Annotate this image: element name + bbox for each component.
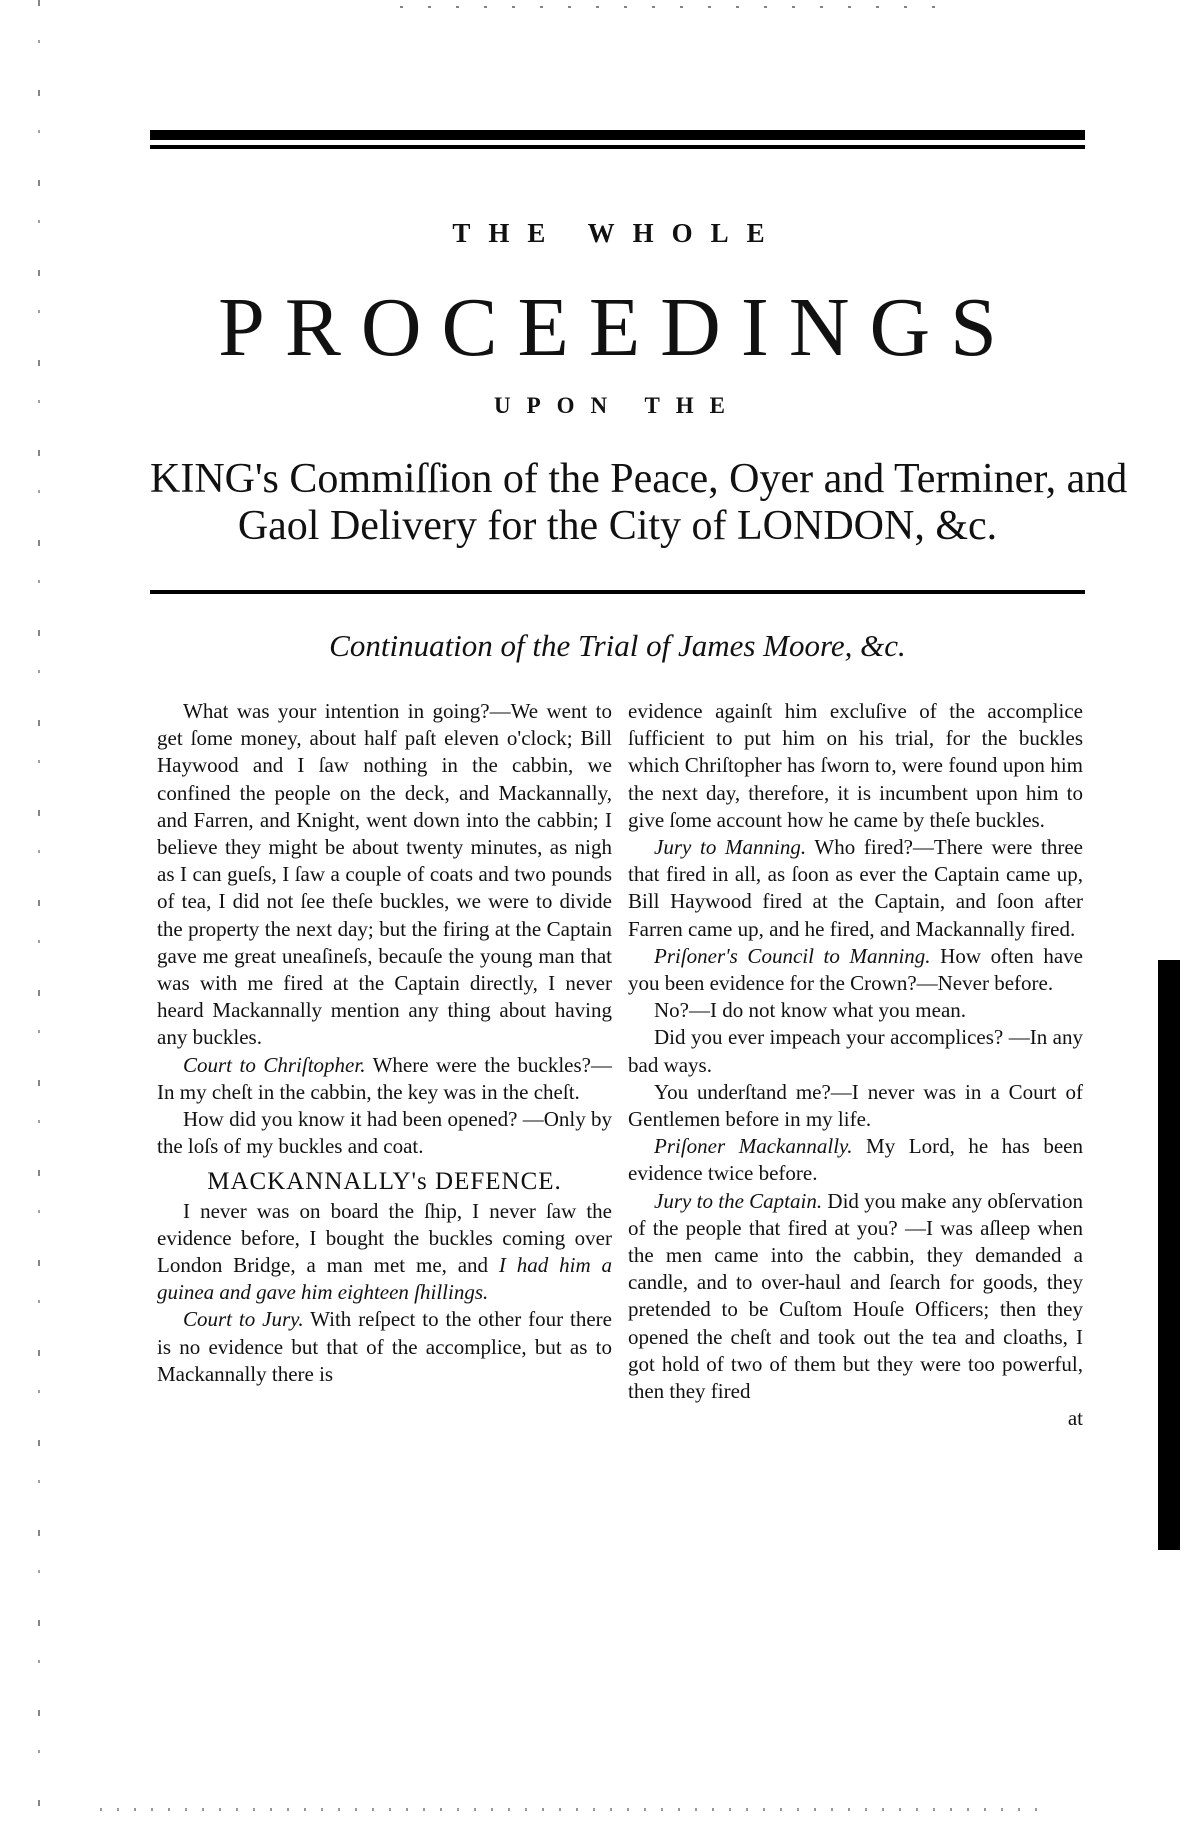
speaker-label: Jury to the Captain. (654, 1188, 823, 1213)
paragraph-text: With reſpect to the other four there is no evidence but that of the accomplice, but as to Mackannally there is (157, 1307, 612, 1386)
scan-artifact-left-edge (38, 0, 40, 1839)
paragraph-text: How often have you been evidence for the Crown?—Never before. (628, 943, 1084, 996)
text-column-right (628, 698, 1083, 1432)
scan-artifact-right-bar (1158, 960, 1180, 1550)
paragraph-text: My Lord, he has been evidence twice before. (628, 1134, 1083, 1186)
paragraph-text: Did you make any obſervation of the people that fired at you? —I was aſleep when the men came into the cabbin, they demanded a candle, and to over-haul and ſearch for goods, they pretended to be Cuſtom Houſe Officers; then they opened the cheſt and took out the tea and cloaths, I got hold of two of them but they were too powerful, then they fired (628, 1188, 1083, 1404)
scan-artifact-bottom (100, 1808, 1050, 1811)
paragraph-text: Where were the buckles?—In my cheſt in the cabbin, the key was in the cheſt. (157, 1052, 612, 1104)
paragraph: No?—I do not know what you mean. (654, 998, 967, 1023)
paragraph-text: Who fired?—There were three that fired in all, as ſoon as ever the Captain came up, Bill Haywood fired at the Captain, and ſoon after Farren came up, and he fired, and Mackannally fired. (628, 835, 1083, 941)
speaker-label: Priſoner Mackannally. (654, 1134, 853, 1159)
page-title: PROCEEDINGS (218, 281, 1017, 374)
paragraph: What was your intention in going?—We went to get ſome money, about half paſt eleven o'clock; Bill Haywood and I ſaw nothing in the cabbin, we confined the people on the deck, and Mackannally, and Farren, and Knight, went down into the cabbin; I believe they might be about twenty minutes, as nigh as I can gueſs, I ſaw a couple of coats and two pounds of tea, I did not ſee theſe buckles, we were to divide the property the next day; but the firing at the Captain gave me great uneaſineſs, becauſe the young man that was with me fired at the Captain directly, I never heard Mackannally mention any thing about having any buckles. (157, 699, 612, 1050)
paragraph (157, 1306, 612, 1388)
section-rule (150, 590, 1085, 594)
header-rule-thin (150, 145, 1085, 149)
speaker-label: Court to Jury. (183, 1307, 304, 1332)
paragraph (628, 1133, 1083, 1187)
section-heading: MACKANNALLY's DEFENCE. (207, 1168, 562, 1196)
scan-artifact-top (400, 6, 960, 8)
paragraph: You underſtand me?—I never was in a Court of Gentlemen before in my life. (628, 1079, 1083, 1132)
catchword: at (1067, 1406, 1083, 1431)
italic-text: I had him a guinea and gave him eighteen ſhillings. (157, 1253, 612, 1305)
paragraph: Did you ever impeach your accomplices? —In any bad ways. (628, 1025, 1083, 1077)
paragraph: How did you know it had been opened? —Only by the loſs of my buckles and coat. (157, 1107, 612, 1159)
speaker-label: Jury to Manning. (654, 835, 807, 860)
paragraph (628, 834, 1083, 943)
section-subtitle: Continuation of the Trial of James Moore, &c. (329, 628, 906, 663)
title-line-2: Gaol Delivery for the City of LONDON, &c. (237, 503, 998, 549)
paragraph-text: I never was on board the ſhip, I never ſaw the evidence before, I bought the buckles coming over London Bridge, a man met me, and (157, 1198, 612, 1278)
speaker-label: Priſoner's Council to Manning. (654, 943, 931, 968)
header-rule-thick (150, 130, 1085, 140)
title-small: THE WHOLE (452, 218, 783, 248)
paragraph: evidence againſt him excluſive of the accomplice ſufficient to put him on his trial, for the buckles which Chriſtopher has ſworn to, were found upon him the next day, therefore, it is incumbent upon him to give ſome account how he came by theſe buckles. (628, 699, 1083, 832)
paragraph (157, 1198, 612, 1307)
paragraph (157, 1052, 612, 1106)
paragraph (628, 1188, 1083, 1406)
speaker-label: Court to Chriſtopher. (183, 1052, 366, 1077)
title-upon: UPON THE (493, 393, 742, 418)
paragraph (628, 943, 1083, 997)
text-column-left (157, 698, 612, 1388)
title-line-1: KING's Commiſſion of the Peace, Oyer and Terminer, and (150, 456, 1128, 502)
